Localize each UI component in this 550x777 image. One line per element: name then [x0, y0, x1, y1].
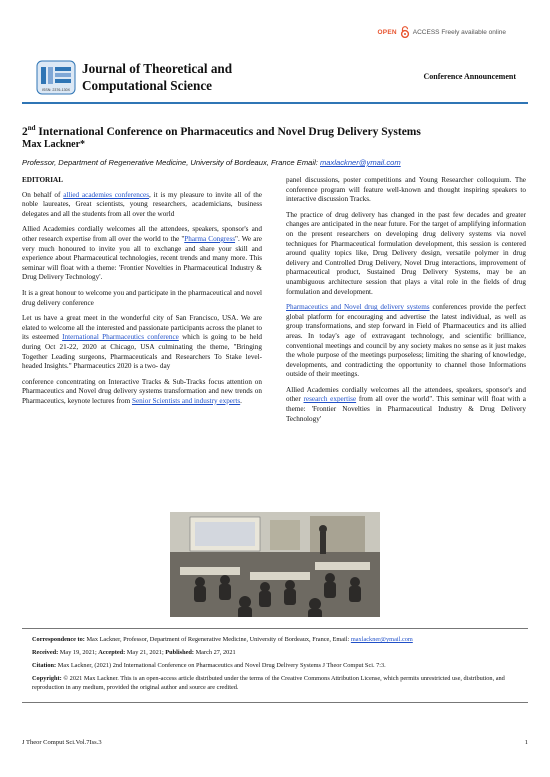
journal-title-line2: Computational Science — [82, 78, 213, 93]
open-access-badge — [378, 26, 506, 38]
left-paragraph-5 — [22, 378, 262, 407]
novel-drug-delivery-link[interactable]: Pharmaceutics and Novel drug delivery systems — [286, 303, 430, 312]
allied-conferences-link[interactable]: allied academies conferences — [63, 190, 150, 199]
left-column — [22, 176, 262, 412]
author-name: Max Lackner* — [22, 139, 86, 150]
open-access-brand: OPEN — [377, 28, 397, 36]
text-run: conference concentrating on Interactive Tracks & Sub-Tracks focus attention on Pharmaceutics and Novel drug delivery systems transformation and new trends on Pharmaceutics, keynote lectures from — [22, 377, 262, 405]
research-expertise-link[interactable]: research expertise — [303, 395, 357, 404]
pharma-congress-link[interactable]: Pharma Congress — [184, 234, 236, 243]
page-footer — [22, 739, 528, 746]
author-affiliation — [22, 158, 532, 167]
citation-label: Citation: — [32, 662, 57, 669]
journal-title-line1: Journal of Theoretical and — [82, 61, 233, 76]
text-run: , it is my pleasure to invite all of the noble laureates, Great scientists, young researchers, academicians, business delegates and all the students from all over the world — [22, 190, 262, 218]
senior-scientists-link[interactable]: Senior Scientists and industry experts — [131, 396, 241, 405]
correspondence — [32, 635, 518, 644]
citation — [32, 661, 518, 670]
accepted-date: May 21, 2021; — [125, 649, 166, 656]
right-paragraph-3 — [286, 303, 526, 380]
affiliation-text: Professor, Department of Regenerative Medicine, University of Bordeaux, France Email: — [22, 158, 320, 167]
open-lock-icon — [400, 26, 410, 38]
copyright-text: © 2021 Max Lackner. This is an open-access article distributed under the terms of the Creative Commons Attribution License, which permits unrestricted use, distribution, and reproduction in any medium, provided the original author and source are credited. — [32, 675, 505, 691]
right-paragraph-4 — [286, 386, 526, 424]
text-run: Let us have a great meet in the wonderful city of San Francisco, USA. We are elated to welcome all the interested and passionate participants across the planet to its esteemed — [22, 314, 262, 342]
text-run: Allied Academies cordially welcomes all the attendees, speakers, sponsor's and other research expertise from all over the world to the " — [22, 225, 262, 243]
left-paragraph-2 — [22, 225, 262, 283]
left-paragraph-1 — [22, 191, 262, 220]
text-run: Allied Academies cordially welcomes all the attendees, speakers, sponsor's and other — [286, 385, 526, 404]
pharmaceutics-conference-link[interactable]: International Pharmaceutics conference — [62, 333, 179, 342]
text-run: from all over the world". This seminar will float with a theme: 'Frontier Novelties in Pharmaceutical Industry & Drug Delivery Technology' — [286, 395, 526, 423]
article-title — [22, 124, 532, 138]
correspondence-text: Max Lackner, Professor, Department of Regenerative Medicine, University of Bordeaux, France, Email: — [84, 636, 351, 643]
conference-photo — [170, 512, 380, 617]
author-email-link[interactable]: maxlackner@ymail.com — [319, 158, 401, 167]
journal-logo — [36, 58, 76, 98]
journal-issue: J Theor Comput Sci.Vol.7Iss.3 — [22, 739, 102, 746]
received-label: Received: — [32, 649, 59, 656]
right-paragraph-1: panel discussions, poster competitions and Young Researcher colloquium. The conference program will feature well-known and thought inspiring speakers to interactive discussion Tracks. — [286, 176, 526, 204]
right-column — [286, 176, 526, 430]
article-type-tag: Conference Announcement — [423, 72, 516, 81]
open-access-label: ACCESS Freely available online — [412, 28, 506, 36]
title-text: International Conference on Pharmaceutics and Novel Drug Delivery Systems — [35, 125, 421, 138]
copyright-label: Copyright: — [32, 675, 62, 682]
right-paragraph-2: The practice of drug delivery has changed in the past few decades and greater changes are anticipated in the near future. For the target of amplifying information on the present researchers on developing drug delivery systems via novel techniques for Pharmaceutical formulation development, this session is centered around quality topics like, Drug Delivery design, versatile polymer in drug delivery and Controlled Drug Delivery, Novel Drug interactions, improvement of pharmaceutical product, Sustained Drug Delivery Systems, may be an unambiguous architecture session that plays a vital role in the fields of drug formulation and development. — [286, 210, 526, 296]
section-heading: EDITORIAL — [22, 176, 64, 184]
citation-text: Max Lackner, (2021) 2nd International Conference on Pharmaceutics and Novel Drug Delivery Systems J Theor Comput Sci. 7:3. — [56, 662, 386, 669]
text-run: conferences provide the perfect global platform for encouraging and advertise the latest individual, as well as group transformations, and step forward in Field of Pharmaceutics and its allied areas. In today's age of extravagant technology, and scientific brilliance, conventional meetings and council by any society makes no sense as it just makes the whole purpose of the meetings purposeless; limiting the sharing of knowledge, developments, and contradicting the opportunity to channel those Informations outside of their meetings. — [286, 303, 526, 379]
left-paragraph-4 — [22, 314, 262, 372]
text-run: which is going to be held during Oct 21-22, 2020 at Chicago, USA culminating the theme, "Bringing Together Leading surgeons, Pharmaceuticals and Researchers To Stake level-headed Insights." Pharmaceutics 2020 is a two- day — [22, 333, 263, 371]
left-paragraph-3: It is a great honour to welcome you and participate in the pharmaceutical and novel drug delivery conference — [22, 288, 262, 307]
journal-header — [36, 58, 516, 98]
published-label: Published: — [165, 649, 194, 656]
received-date: May 19, 2021; — [58, 649, 99, 656]
dates — [32, 648, 518, 657]
page-number: 1 — [524, 739, 528, 746]
issn-text: ISSN: 2376-130X — [42, 88, 70, 92]
text-run: . — [240, 396, 242, 405]
published-date: March 27, 2021 — [194, 649, 236, 656]
correspondence-label: Correspondence to: — [32, 636, 85, 643]
correspondence-email-link[interactable]: maxlackner@ymail.com — [350, 636, 413, 643]
journal-title — [82, 60, 232, 94]
title-number: 2 — [22, 125, 28, 138]
header-divider — [22, 102, 528, 104]
title-ordinal: nd — [27, 124, 36, 132]
accepted-label: Accepted: — [98, 649, 126, 656]
text-run: On behalf of — [22, 190, 64, 199]
article-metadata-box — [22, 628, 528, 703]
copyright — [32, 674, 518, 692]
text-run: ". We are very much honoured to invite you all to exchange and share your skill and experience about Pharmaceutical technologies, recent trends and many more. This seminar will float with a theme: 'Frontier Novelties in Pharmaceutical Industry & Drug Delivery Technology'. — [22, 234, 262, 282]
